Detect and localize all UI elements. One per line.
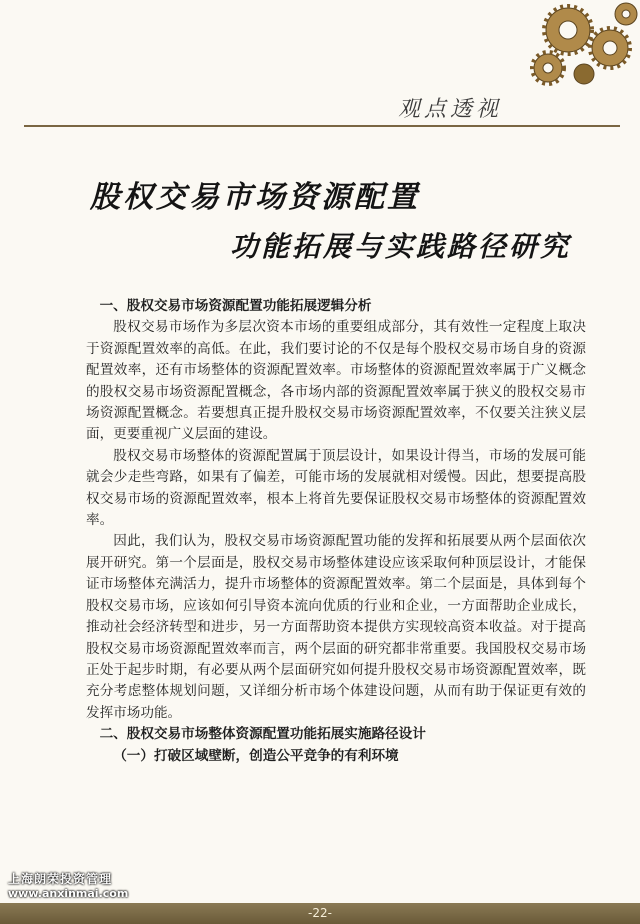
header-rule [24, 125, 620, 127]
section-heading-2: 二、股权交易市场整体资源配置功能拓展实施路径设计 [99, 726, 426, 743]
subsection-heading-1: （一）打破区域壁断，创造公平竞争的有利环境 [113, 747, 399, 764]
article-title-line1: 股权交易市场资源配置 [90, 180, 420, 215]
paragraph-1: 股权交易市场作为多层次资本市场的重要组成部分，其有效性一定程度上取决于资源配置效率的高低。在此，我们要讨论的不仅是每个股权交易市场自身的资源配置效率，还有市场整体的资源配置效率。市场整体的资源配置效率属于广义概念的股权交易市场资源配置概念，各市场内部的资源配置效率属于狭义的股权交易市场资源配置概念。若要想真正提升股权交易市场资源配置效率，不仅要关注狭义层面，更要重视广义层面的建设。 [86, 319, 586, 443]
paragraph-3: 因此，我们认为，股权交易市场资源配置功能的发挥和拓展要从两个层面依次展开研究。第一个层面是，股权交易市场整体建设应该采取何种顶层设计，才能保证市场整体充满活力，提升市场整体的资源配置效率。第二个层面是，具体到每个股权交易市场，应该如何引导资本流向优质的行业和企业，一方面帮助企业成长，推动社会经济转型和进步，另一方面帮助资本提供方实现较高资本收益。对于提高股权交易市场资源配置效率而言，两个层面的研究都非常重要。我国股权交易市场正处于起步时期，有必要从两个层面研究如何提升股权交易市场资源配置效率，既充分考虑整体规划问题，又详细分析市场个体建设问题，从而有助于保证更有效的发挥市场功能。 [86, 533, 586, 721]
article-body [86, 296, 586, 767]
section-heading-1: 一、股权交易市场资源配置功能拓展逻辑分析 [99, 298, 372, 314]
paragraph-2: 股权交易市场整体的资源配置属于顶层设计，如果设计得当，市场的发展可能就会少走些弯路，如果有了偏差，可能市场的发展就相对缓慢。因此，想要提高股权交易市场的资源配置效率，根本上将首先要保证股权交易市场整体的资源配置效率。 [86, 447, 586, 529]
watermark-name: 上海朗荣投资管理 [8, 872, 113, 886]
watermark [8, 870, 128, 900]
page-number: -22- [308, 906, 332, 920]
gears-icon [528, 0, 640, 92]
section-label: 观点透视 [398, 97, 503, 122]
watermark-url: www.anxinmai.com [8, 887, 129, 900]
article-title-line2: 功能拓展与实践路径研究 [230, 230, 572, 263]
